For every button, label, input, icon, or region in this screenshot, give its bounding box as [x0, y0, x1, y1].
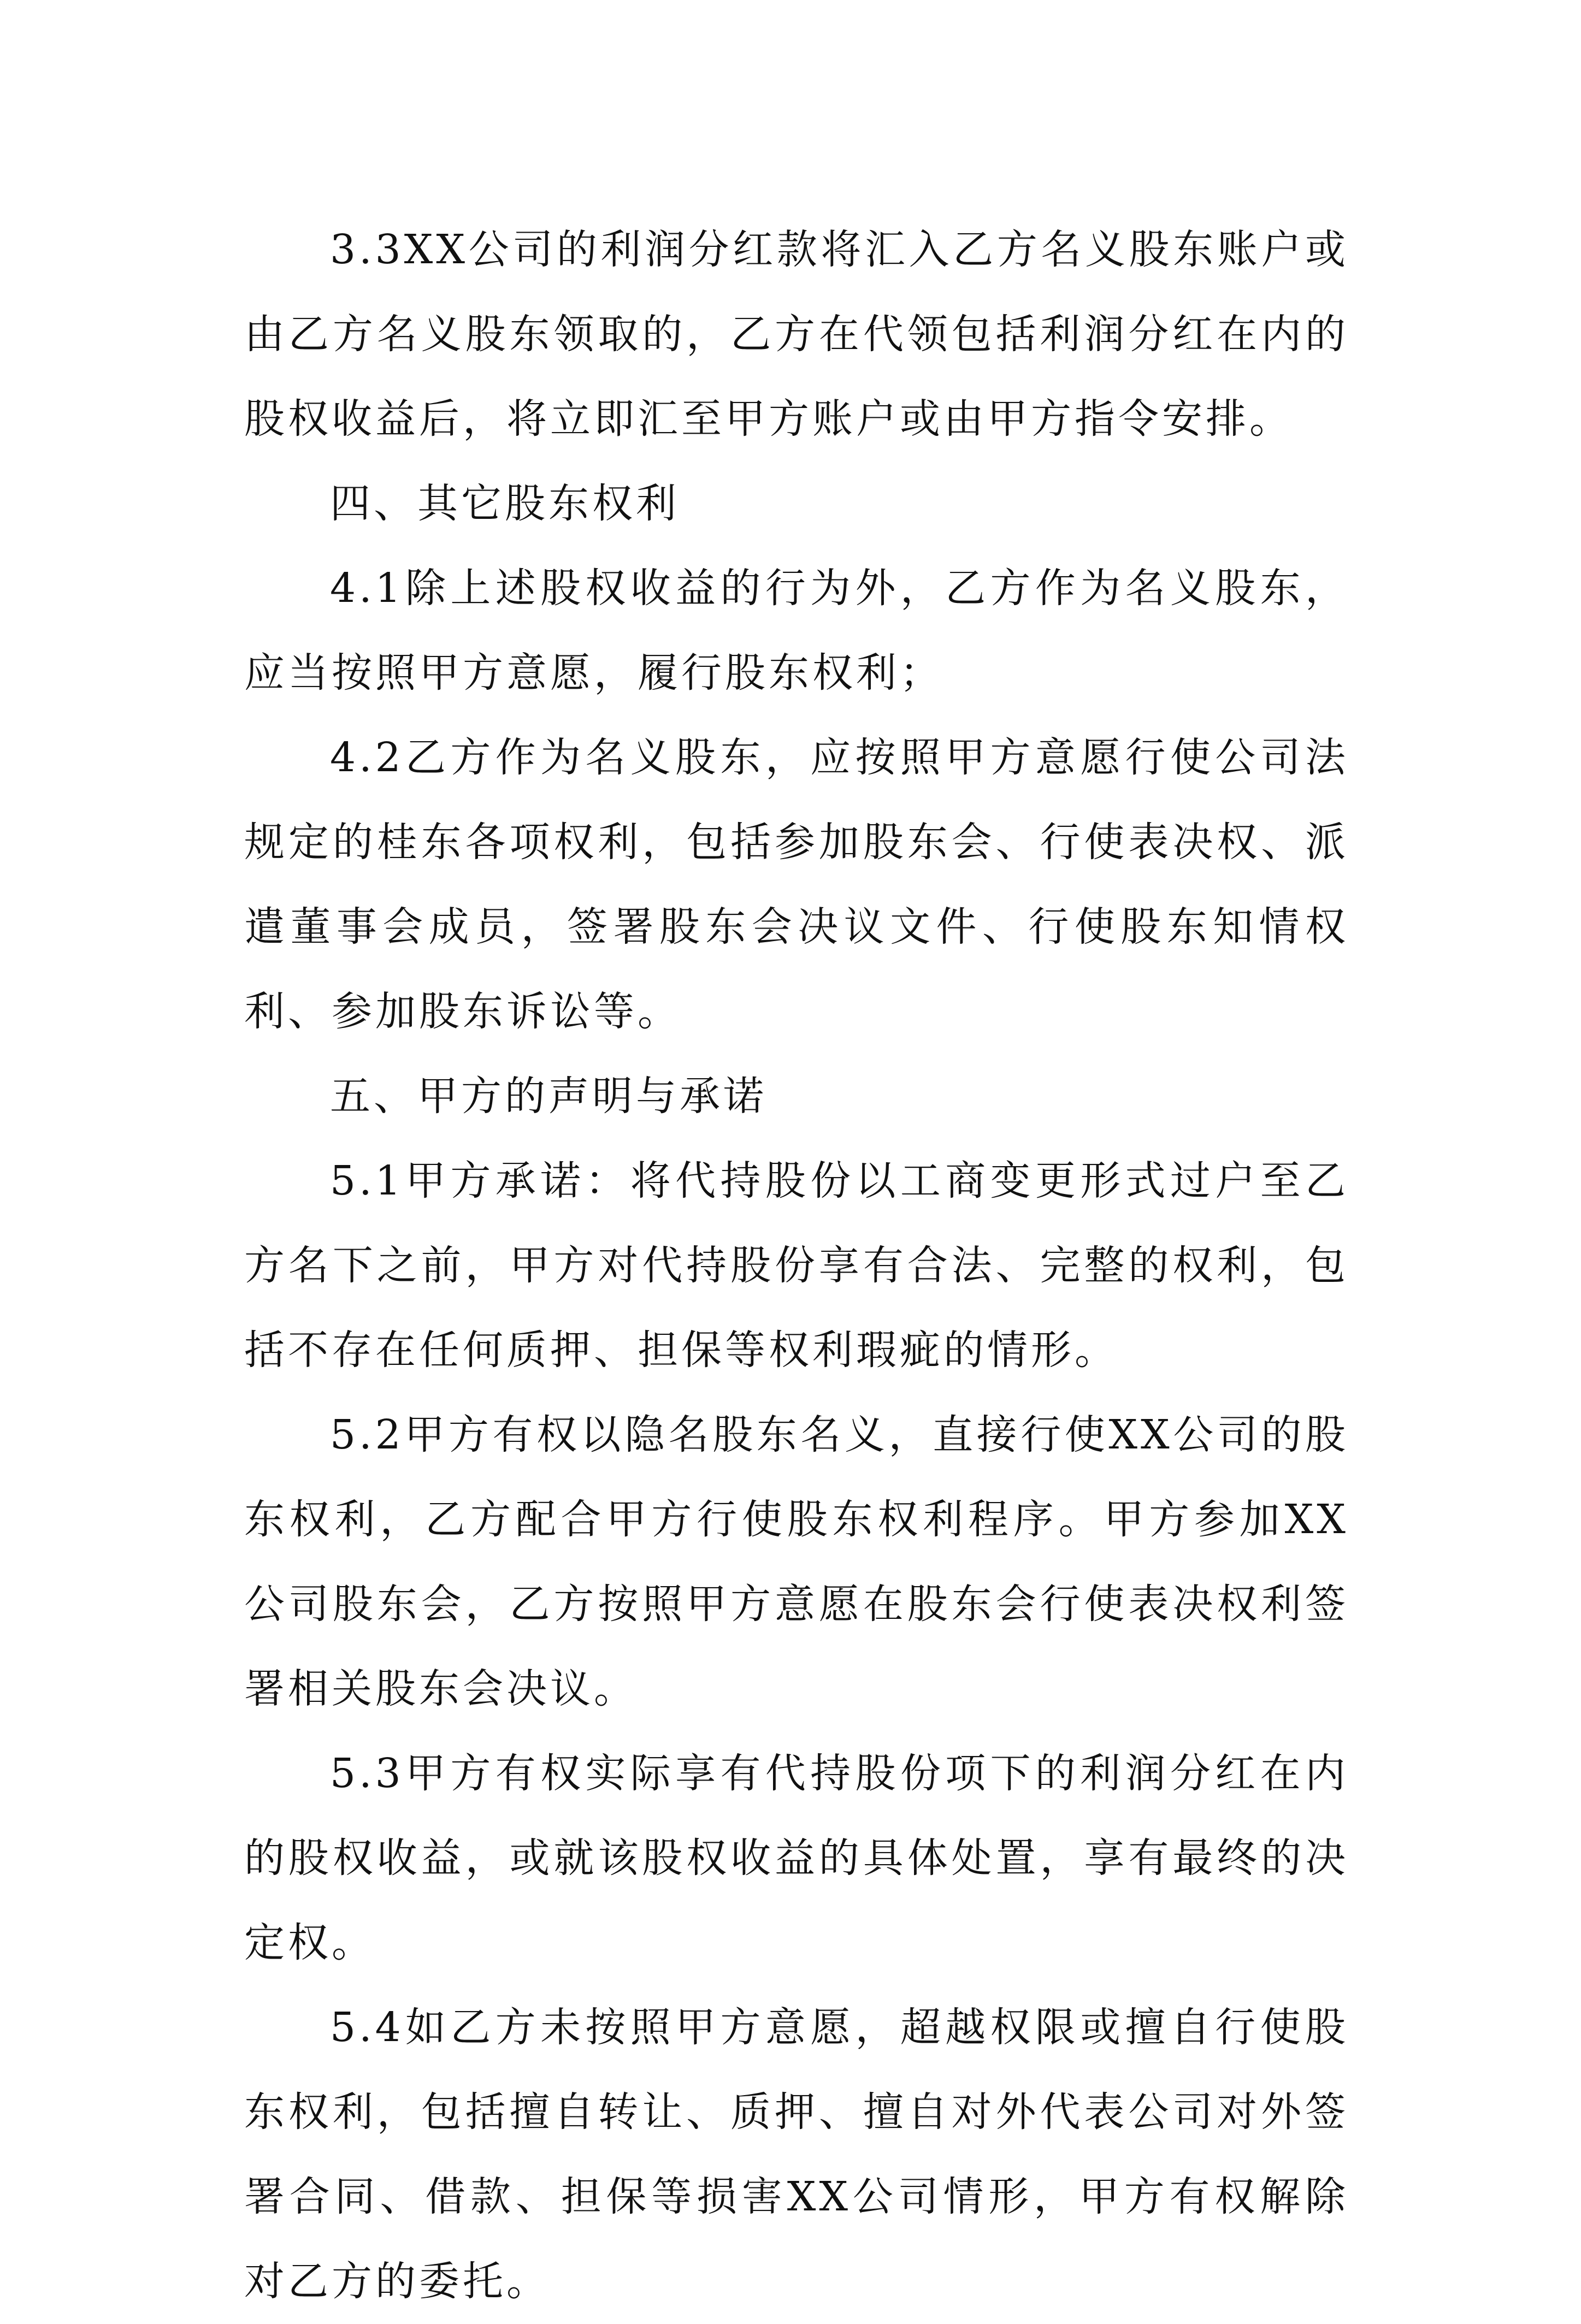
paragraph-4-1: 4.1除上述股权收益的行为外，乙方作为名义股东，应当按照甲方意愿，履行股东权利；: [244, 565, 1349, 696]
paragraph-5-2: 5.2甲方有权以隐名股东名义，直接行使XX公司的股东权利，乙方配合甲方行使股东权利程序。甲方参加XX公司股东会，乙方按照甲方意愿在股东会行使表决权利签署相关股东会决议。: [244, 1411, 1349, 1712]
document-body: [244, 208, 1349, 2324]
paragraph-5-4: 5.4如乙方未按照甲方意愿，超越权限或擅自行使股东权利，包括擅自转让、质押、擅自对外代表公司对外签署合同、借款、担保等损害XX公司情形，甲方有权解除对乙方的委托。: [244, 2004, 1349, 2305]
paragraph-5-3: 5.3甲方有权实际享有代持股份项下的利润分红在内的股权收益，或就该股权收益的具体处置，享有最终的决定权。: [244, 1750, 1349, 1966]
paragraph-4-2: 4.2乙方作为名义股东，应按照甲方意愿行使公司法规定的桂东各项权利，包括参加股东会、行使表决权、派遣董事会成员，签署股东会决议文件、行使股东知情权利、参加股东诉讼等。: [244, 734, 1349, 1035]
paragraph-3-3: 3.3XX公司的利润分红款将汇入乙方名义股东账户或由乙方名义股东领取的，乙方在代领包括利润分红在内的股权收益后，将立即汇至甲方账户或由甲方指令安排。: [244, 226, 1349, 442]
section-heading-5: 五、甲方的声明与承诺: [330, 1073, 767, 1120]
section-heading-4: 四、其它股东权利: [330, 480, 680, 527]
paragraph-5-1: 5.1甲方承诺：将代持股份以工商变更形式过户至乙方名下之前，甲方对代持股份享有合法、完整的权利，包括不存在任何质押、担保等权利瑕疵的情形。: [244, 1157, 1349, 1374]
